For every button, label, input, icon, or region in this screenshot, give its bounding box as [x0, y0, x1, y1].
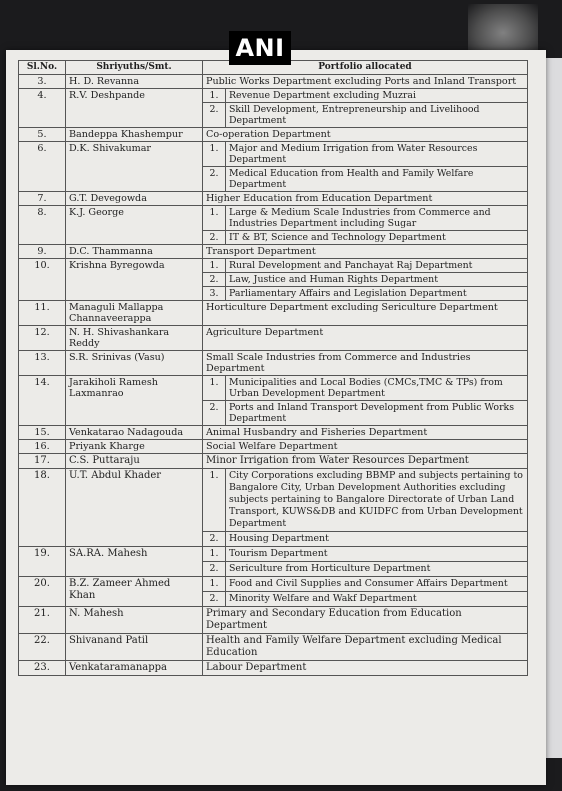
portfolio-text: Health and Family Welfare Department excluding Medical Education	[206, 635, 502, 658]
subitem-text: Food and Civil Supplies and Consumer Affairs Department	[226, 577, 528, 592]
row-slno: 23.	[19, 661, 66, 676]
portfolio-subitem	[203, 592, 527, 607]
subitem-number: 1.	[203, 376, 226, 401]
portfolio-subitem	[203, 142, 527, 167]
row-slno: 16.	[19, 440, 66, 454]
portfolio-sublist	[203, 577, 527, 606]
row-name: SA.RA. Mahesh	[66, 547, 203, 577]
subitem-number: 1.	[203, 142, 226, 167]
row-portfolio	[203, 469, 528, 547]
row-name: G.T. Devegowda	[66, 192, 203, 206]
subitem-number: 2.	[203, 562, 226, 577]
row-name: Venkataramanappa	[66, 661, 203, 676]
row-slno: 3.	[19, 75, 66, 89]
row-name: Priyank Kharge	[66, 440, 203, 454]
subitem-text: Municipalities and Local Bodies (CMCs,TMC & TPs) from Urban Development Department	[226, 376, 528, 401]
row-portfolio	[203, 351, 528, 376]
portfolio-subitem	[203, 259, 527, 273]
row-slno: 9.	[19, 245, 66, 259]
row-name: N. H. Shivashankara Reddy	[66, 326, 203, 351]
row-name: Venkatarao Nadagouda	[66, 426, 203, 440]
portfolio-subitem	[203, 273, 527, 287]
row-slno: 5.	[19, 128, 66, 142]
row-portfolio	[203, 75, 528, 89]
row-name: D.C. Thammanna	[66, 245, 203, 259]
portfolio-subitem	[203, 532, 527, 547]
row-name: S.R. Srinivas (Vasu)	[66, 351, 203, 376]
row-portfolio	[203, 634, 528, 661]
header-slno: Sl.No.	[19, 61, 66, 75]
row-portfolio	[203, 577, 528, 607]
subitem-number: 1.	[203, 206, 226, 231]
row-name: Jarakiholi Ramesh Laxmanrao	[66, 376, 203, 426]
background-cloth	[468, 4, 538, 52]
portfolio-subitem	[203, 206, 527, 231]
table-row	[19, 75, 528, 89]
portfolio-sublist	[203, 547, 527, 576]
subitem-number: 1.	[203, 547, 226, 562]
table-row	[19, 326, 528, 351]
row-portfolio	[203, 259, 528, 301]
row-slno: 10.	[19, 259, 66, 301]
subitem-number: 2.	[203, 532, 226, 547]
table-row	[19, 577, 528, 607]
portfolio-sublist	[203, 89, 527, 127]
subitem-text: Skill Development, Entrepreneurship and Livelihood Department	[229, 104, 480, 126]
portfolio-subitem	[203, 376, 527, 401]
table-row	[19, 206, 528, 245]
row-name: N. Mahesh	[66, 607, 203, 634]
subitem-number: 1.	[203, 469, 226, 532]
table-row	[19, 547, 528, 577]
portfolio-text: Minor Irrigation from Water Resources Department	[206, 455, 469, 466]
table-row	[19, 634, 528, 661]
subitem-text: Housing Department	[229, 533, 329, 544]
row-portfolio	[203, 454, 528, 469]
portfolio-subitem	[203, 469, 527, 532]
subitem-text: Law, Justice and Human Rights Department	[226, 273, 528, 287]
portfolio-text: Higher Education from Education Department	[206, 193, 433, 204]
row-portfolio	[203, 206, 528, 245]
row-slno: 13.	[19, 351, 66, 376]
portfolio-text: Agriculture Department	[206, 327, 324, 338]
portfolio-subitem	[203, 562, 527, 577]
subitem-number: 2.	[203, 231, 226, 245]
subitem-number: 2.	[203, 273, 226, 287]
portfolio-text: Labour Department	[206, 662, 307, 673]
row-name: Krishna Byregowda	[66, 259, 203, 301]
table-row	[19, 259, 528, 301]
subitem-text: Minority Welfare and Wakf Department	[229, 593, 417, 604]
row-name: H. D. Revanna	[66, 75, 203, 89]
portfolio-text: Co-operation Department	[206, 129, 331, 140]
row-portfolio	[203, 142, 528, 192]
portfolio-subitem	[203, 89, 527, 103]
table-row	[19, 440, 528, 454]
row-slno: 14.	[19, 376, 66, 426]
row-name: Bandeppa Khashempur	[66, 128, 203, 142]
table-row	[19, 607, 528, 634]
row-portfolio	[203, 440, 528, 454]
row-portfolio	[203, 607, 528, 634]
row-portfolio	[203, 326, 528, 351]
row-portfolio	[203, 245, 528, 259]
portfolio-text: Public Works Department excluding Ports and Inland Transport	[206, 76, 517, 87]
row-portfolio	[203, 426, 528, 440]
table-row	[19, 469, 528, 547]
header-portfolio: Portfolio allocated	[203, 61, 528, 75]
subitem-text: Medical Education from Health and Family Welfare Department	[229, 168, 474, 190]
subitem-text: Revenue Department excluding Muzrai	[226, 89, 528, 103]
subitem-text: Sericulture from Horticulture Department	[229, 563, 431, 574]
subitem-text: City Corporations excluding BBMP and subjects pertaining to Bangalore City, Urban Development Authorities excluding subjects pertaining to Bangalore Directorate of Urban Land Transport, KUWS&DB and KUIDFC from Urban Development Department	[226, 469, 528, 532]
subitem-number: 3.	[203, 287, 226, 301]
table-row	[19, 661, 528, 676]
subitem-text: Tourism Department	[226, 547, 528, 562]
portfolio-table	[18, 60, 528, 676]
row-portfolio	[203, 89, 528, 128]
subitem-number: 1.	[203, 577, 226, 592]
subitem-text: Ports and Inland Transport Development from Public Works Department	[229, 402, 515, 424]
table-row	[19, 245, 528, 259]
header-name: Shriyuths/Smt.	[66, 61, 203, 75]
subitem-number: 1.	[203, 259, 226, 273]
subitem-number: 2.	[203, 592, 226, 607]
row-portfolio	[203, 301, 528, 326]
table-row	[19, 192, 528, 206]
table-row	[19, 351, 528, 376]
row-name: U.T. Abdul Khader	[66, 469, 203, 547]
row-name: R.V. Deshpande	[66, 89, 203, 128]
table-row	[19, 376, 528, 426]
row-slno: 21.	[19, 607, 66, 634]
portfolio-sublist	[203, 206, 527, 244]
row-slno: 6.	[19, 142, 66, 192]
portfolio-sublist	[203, 142, 527, 191]
portfolio-text: Horticulture Department excluding Sericulture Department	[206, 302, 498, 313]
subitem-text: Large & Medium Scale Industries from Commerce and Industries Department including Sugar	[226, 206, 528, 231]
subitem-text: Parliamentary Affairs and Legislation Department	[229, 288, 467, 299]
portfolio-subitem	[203, 103, 527, 128]
portfolio-sublist	[203, 376, 527, 425]
portfolio-subitem	[203, 287, 527, 301]
portfolio-sublist	[203, 469, 527, 546]
portfolio-subitem	[203, 547, 527, 562]
row-slno: 12.	[19, 326, 66, 351]
ani-logo: ANI	[229, 31, 291, 65]
row-name: C.S. Puttaraju	[66, 454, 203, 469]
portfolio-text: Transport Department	[206, 246, 316, 257]
subitem-text: IT & BT, Science and Technology Department	[229, 232, 446, 243]
row-portfolio	[203, 128, 528, 142]
portfolio-subitem	[203, 167, 527, 192]
row-slno: 4.	[19, 89, 66, 128]
table-body	[19, 75, 528, 676]
row-name: Managuli Mallappa Channaveerappa	[66, 301, 203, 326]
portfolio-subitem	[203, 577, 527, 592]
table-row	[19, 301, 528, 326]
row-name: B.Z. Zameer Ahmed Khan	[66, 577, 203, 607]
row-name: K.J. George	[66, 206, 203, 245]
table-row	[19, 142, 528, 192]
row-slno: 8.	[19, 206, 66, 245]
row-slno: 7.	[19, 192, 66, 206]
row-slno: 17.	[19, 454, 66, 469]
table-row	[19, 454, 528, 469]
subitem-number: 1.	[203, 89, 226, 103]
row-slno: 22.	[19, 634, 66, 661]
portfolio-sublist	[203, 259, 527, 300]
row-slno: 19.	[19, 547, 66, 577]
row-slno: 18.	[19, 469, 66, 547]
row-portfolio	[203, 192, 528, 206]
portfolio-text: Small Scale Industries from Commerce and Industries Department	[206, 352, 471, 374]
row-slno: 20.	[19, 577, 66, 607]
table-row	[19, 89, 528, 128]
subitem-text: Major and Medium Irrigation from Water Resources Department	[226, 142, 528, 167]
row-portfolio	[203, 547, 528, 577]
portfolio-subitem	[203, 401, 527, 426]
subitem-text: Rural Development and Panchayat Raj Department	[226, 259, 528, 273]
table-row	[19, 426, 528, 440]
subitem-number: 2.	[203, 167, 226, 192]
subitem-number: 2.	[203, 401, 226, 426]
portfolio-subitem	[203, 231, 527, 245]
row-slno: 15.	[19, 426, 66, 440]
row-name: Shivanand Patil	[66, 634, 203, 661]
portfolio-text: Primary and Secondary Education from Education Department	[206, 608, 462, 631]
row-portfolio	[203, 661, 528, 676]
table-row	[19, 128, 528, 142]
portfolio-text: Animal Husbandry and Fisheries Department	[206, 427, 428, 438]
subitem-number: 2.	[203, 103, 226, 128]
portfolio-text: Social Welfare Department	[206, 441, 338, 452]
row-portfolio	[203, 376, 528, 426]
row-slno: 11.	[19, 301, 66, 326]
row-name: D.K. Shivakumar	[66, 142, 203, 192]
